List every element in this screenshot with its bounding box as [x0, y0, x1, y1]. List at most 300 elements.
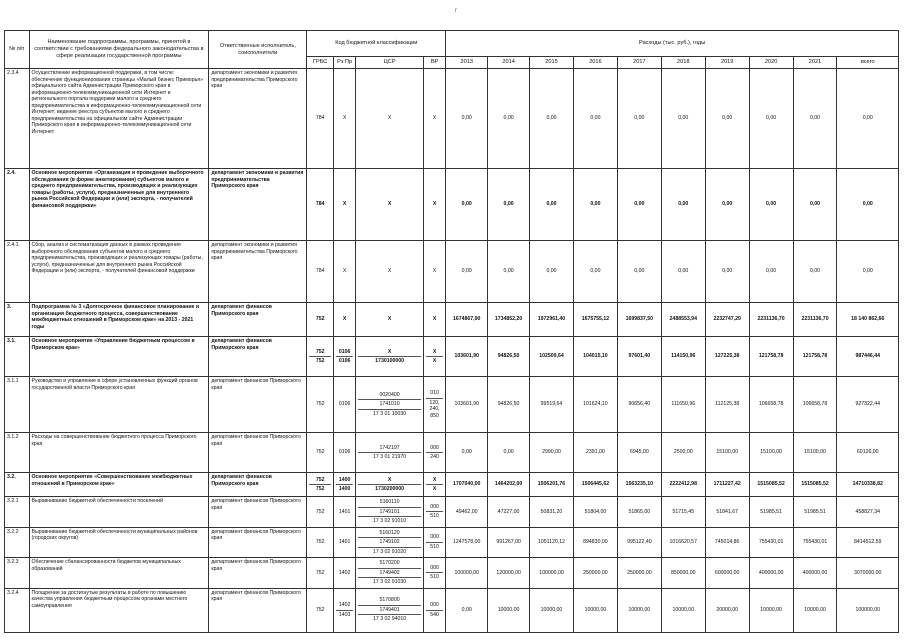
- year-value-cell: 400000,00: [793, 558, 837, 589]
- code-part: 752: [315, 606, 325, 613]
- code-part: 17 3 02 94010: [373, 616, 407, 623]
- year-value-cell: 1972961,40: [530, 303, 574, 337]
- year-value-cell: 51841,67: [705, 497, 749, 528]
- rzpr-cell: [333, 241, 355, 303]
- total-cell: 14710338,82: [837, 473, 899, 497]
- grbs-cell: [307, 588, 334, 632]
- csr-cell: [356, 588, 423, 632]
- year-value-cell: 400000,00: [749, 558, 793, 589]
- year-value-cell: 51715,45: [661, 497, 705, 528]
- code-part: 0106: [338, 449, 351, 456]
- total-cell: 0,00: [837, 169, 899, 241]
- year-value-cell: 51804,00: [573, 497, 617, 528]
- year-value-cell: 1699837,50: [617, 303, 661, 337]
- row-executor: департамент финансов Приморского края: [209, 558, 307, 589]
- code-part: 1403: [338, 611, 351, 618]
- csr-cell: [356, 337, 423, 377]
- table-row: [5, 588, 899, 632]
- row-name: Осуществление информационной поддержки, в том числе: обеспечение функционирования страницы «Малый бизнес Приморья» официального сайта Администрации Приморского края в информационно-телекоммуникационной сети Интернет и регионального портала поддержки малого и среднего предпринимательства в информационно-телекоммуникационной сети Интернет; ведение реестра субъектов малого и среднего предпринимательства на официальном сайте Администрации Приморского края в информационно-телекоммуникационной сети Интернет: [29, 69, 209, 169]
- year-value-cell: 1563235,10: [617, 473, 661, 497]
- year-value-cell: 0,00: [617, 169, 661, 241]
- header-expenses: Расходы (тыс. руб.), годы: [446, 31, 899, 57]
- year-value-cell: 50831,20: [530, 497, 574, 528]
- code-part: 17 3 01 10030: [373, 410, 407, 417]
- total-cell: 987446,44: [837, 337, 899, 377]
- code-part: 120, 240, 850: [429, 399, 440, 419]
- code-part: 5160120: [358, 529, 420, 539]
- code-part: 17 3 02 91030: [373, 579, 407, 585]
- row-number: 3.2.3: [5, 558, 30, 589]
- year-value-cell: 755430,01: [793, 527, 837, 558]
- year-value-cell: 1707040,00: [446, 473, 488, 497]
- year-value-cell: 2500,00: [661, 433, 705, 473]
- row-name: Обеспечение сбалансированности бюджетов муниципальных образований: [29, 558, 209, 589]
- year-value-cell: 850000,00: [661, 558, 705, 589]
- row-name: Подпрограмма № 3 «Долгосрочное финансовое планирование и организация бюджетного процесса, совершенствование межбюджетных отношений в Приморском крае» на 2013 - 2021 годы: [29, 303, 209, 337]
- code-part: 1741010: [358, 400, 420, 410]
- year-value-cell: 2232747,20: [705, 303, 749, 337]
- year-value-cell: 1515085,52: [793, 473, 837, 497]
- year-value-cell: 2488553,94: [661, 303, 705, 337]
- row-executor: департамент финансов Приморского края: [209, 337, 307, 377]
- row-name: Сбор, анализ и систематизация данных в рамках проведения выборочного обследования субъектов малого и среднего предпринимательства, производящих и реализующих товары (работы, услуги), предназначенные для внутреннего рынка Российской Федерации и (или) экспорта, - получателей финансовой поддержки: [29, 241, 209, 303]
- code-part: 0106: [338, 401, 351, 408]
- total-cell: 3070000,00: [837, 558, 899, 589]
- year-value-cell: 106658,78: [793, 377, 837, 433]
- total-cell: 0,00: [837, 241, 899, 303]
- year-value-cell: 0,00: [793, 169, 837, 241]
- row-number: 3.2.2: [5, 527, 30, 558]
- table-row: [5, 337, 899, 377]
- code-part: Х: [387, 201, 392, 208]
- year-value-cell: 15100,00: [705, 433, 749, 473]
- code-part: 0106: [336, 348, 353, 358]
- year-value-cell: 1711227,42: [705, 473, 749, 497]
- year-value-cell: 0,00: [446, 433, 488, 473]
- code-part: 784: [315, 115, 325, 122]
- row-number: 2.3.4: [5, 69, 30, 169]
- year-value-cell: 10000,00: [573, 588, 617, 632]
- year-value-cell: 15100,00: [793, 433, 837, 473]
- year-value-cell: 112125,38: [705, 377, 749, 433]
- header-csr: ЦСР: [356, 57, 423, 69]
- grbs-cell: [307, 241, 334, 303]
- code-part: 1749401: [358, 606, 420, 616]
- row-executor: департамент финансов Приморского края: [209, 497, 307, 528]
- year-value-cell: 0,00: [793, 69, 837, 169]
- year-value-cell: 991267,00: [488, 527, 530, 558]
- code-part: Х: [342, 316, 347, 323]
- vr-cell: [423, 303, 445, 337]
- year-value-cell: 0,00: [749, 169, 793, 241]
- row-name: Основное мероприятие «Организация и проведение выборочного обследования (в форме анкетирования) субъектов малого и среднего предпринимательства, производящих и реализующих товары (работы, услуги), предназначенные для внутреннего рынка Российской Федерации и (или) экспорта, - получателей финансовой поддержки»: [29, 169, 209, 241]
- vr-cell: [423, 558, 445, 589]
- code-part: 0106: [338, 358, 351, 364]
- year-value-cell: 0,00: [705, 241, 749, 303]
- header-name: Наименование подпрограммы, программы, принятой в соответствии с требованиями федерального законодательства в сфере реализации государственной программы: [29, 31, 209, 69]
- year-value-cell: 1247578,00: [446, 527, 488, 558]
- year-value-cell: 0,00: [573, 69, 617, 169]
- year-value-cell: 1515085,52: [749, 473, 793, 497]
- code-part: Х: [358, 348, 420, 358]
- header-total: всего: [837, 57, 899, 69]
- vr-cell: [423, 433, 445, 473]
- year-value-cell: 15100,00: [749, 433, 793, 473]
- year-value-cell: 755430,01: [749, 527, 793, 558]
- code-part: 1401: [338, 508, 351, 515]
- csr-cell: [356, 303, 423, 337]
- row-executor: департамент финансов Приморского края: [209, 303, 307, 337]
- total-cell: 458827,34: [837, 497, 899, 528]
- year-value-cell: 1016620,57: [661, 527, 705, 558]
- code-part: Х: [387, 316, 392, 323]
- year-value-cell: 106658,78: [749, 377, 793, 433]
- year-value-cell: 0,00: [530, 241, 574, 303]
- row-number: 3.1.1: [5, 377, 30, 433]
- csr-cell: [356, 433, 423, 473]
- year-value-cell: 2231136,70: [749, 303, 793, 337]
- year-value-cell: 0,00: [488, 433, 530, 473]
- row-number: 2.4.: [5, 169, 30, 241]
- code-part: 1742197: [358, 444, 420, 454]
- year-value-cell: 0,00: [530, 169, 574, 241]
- total-cell: 0,00: [837, 69, 899, 169]
- header-year: 2018: [661, 57, 705, 69]
- vr-cell: [423, 69, 445, 169]
- year-value-cell: 0,00: [446, 588, 488, 632]
- year-value-cell: 0,00: [573, 241, 617, 303]
- year-value-cell: 51865,00: [617, 497, 661, 528]
- code-part: Х: [342, 268, 347, 275]
- code-part: 1401: [338, 539, 351, 545]
- header-vr: ВР: [423, 57, 445, 69]
- row-name: Расходы на совершенствование бюджетного процесса Приморского края: [29, 433, 209, 473]
- code-part: Х: [342, 115, 347, 122]
- grbs-cell: [307, 473, 334, 497]
- code-part: 752: [315, 569, 325, 576]
- rzpr-cell: [333, 169, 355, 241]
- year-value-cell: 6945,00: [617, 433, 661, 473]
- vr-cell: [423, 497, 445, 528]
- row-number: 3.: [5, 303, 30, 337]
- year-value-cell: 94826,50: [488, 377, 530, 433]
- header-year: 2019: [705, 57, 749, 69]
- code-part: 17 3 01 21970: [373, 454, 407, 460]
- code-part: Х: [426, 348, 443, 358]
- year-value-cell: 47227,00: [488, 497, 530, 528]
- year-value-cell: 49462,00: [446, 497, 488, 528]
- year-value-cell: 0,00: [617, 69, 661, 169]
- csr-cell: [356, 377, 423, 433]
- code-part: Х: [342, 201, 347, 208]
- year-value-cell: 0,00: [446, 241, 488, 303]
- header-year: 2021: [793, 57, 837, 69]
- header-exec: Ответственные исполнитель, соисполнители: [209, 31, 307, 69]
- row-name: Руководство и управление в сфере установленных функций органов государственной власти Приморского края: [29, 377, 209, 433]
- code-part: 1749402: [358, 569, 420, 579]
- budget-table: [4, 30, 899, 633]
- year-value-cell: 0,00: [749, 241, 793, 303]
- total-cell: 8414512,59: [837, 527, 899, 558]
- code-part: 0020400: [358, 391, 420, 401]
- year-value-cell: 0,00: [446, 169, 488, 241]
- table-row: [5, 303, 899, 337]
- year-value-cell: 104015,10: [573, 337, 617, 377]
- row-number: 3.2.: [5, 473, 30, 497]
- code-part: 752: [315, 316, 325, 323]
- year-value-cell: 20000,00: [705, 588, 749, 632]
- year-value-cell: 121758,78: [749, 337, 793, 377]
- year-value-cell: 127225,38: [705, 337, 749, 377]
- row-number: 3.1.2: [5, 433, 30, 473]
- code-part: 510: [430, 543, 439, 550]
- row-executor: департамент экономики и развития предпринимательства Приморского края: [209, 169, 307, 241]
- year-value-cell: 102509,64: [530, 337, 574, 377]
- year-value-cell: 0,00: [446, 69, 488, 169]
- code-part: Х: [432, 115, 437, 122]
- year-value-cell: 745014,86: [705, 527, 749, 558]
- year-value-cell: 1464202,00: [488, 473, 530, 497]
- table-row: [5, 527, 899, 558]
- table-body: [5, 69, 899, 633]
- csr-cell: [356, 497, 423, 528]
- grbs-cell: [307, 169, 334, 241]
- code-part: 17 3 02 91020: [373, 548, 407, 555]
- code-part: 000: [426, 601, 443, 611]
- code-part: Х: [358, 476, 420, 486]
- code-part: 1402: [336, 601, 353, 611]
- year-value-cell: 1734852,20: [488, 303, 530, 337]
- rzpr-cell: [333, 69, 355, 169]
- row-number: 3.2.4: [5, 588, 30, 632]
- row-executor: департамент финансов Приморского края: [209, 377, 307, 433]
- vr-cell: [423, 527, 445, 558]
- code-part: 1730100000: [375, 358, 405, 364]
- year-value-cell: 0,00: [661, 69, 705, 169]
- code-part: 5170800: [358, 596, 420, 606]
- row-name: Выравнивание бюджетной обеспеченности поселений: [29, 497, 209, 528]
- vr-cell: [423, 337, 445, 377]
- grbs-cell: [307, 497, 334, 528]
- total-cell: 927322,44: [837, 377, 899, 433]
- year-value-cell: 51985,51: [793, 497, 837, 528]
- row-executor: департамент экономики и развития предпринимательства Приморского края: [209, 241, 307, 303]
- code-part: 5160110: [358, 498, 420, 508]
- code-part: 752: [309, 476, 331, 486]
- rzpr-cell: [333, 558, 355, 589]
- year-value-cell: 94826,50: [488, 337, 530, 377]
- table-row: [5, 377, 899, 433]
- code-part: 1749101: [358, 508, 420, 518]
- year-value-cell: 103601,90: [446, 337, 488, 377]
- header-num: № п/п: [5, 31, 30, 69]
- row-number: 2.4.1.: [5, 241, 30, 303]
- table-row: [5, 497, 899, 528]
- year-value-cell: 0,00: [488, 69, 530, 169]
- code-part: 752: [315, 449, 325, 456]
- year-value-cell: 995122,40: [617, 527, 661, 558]
- rzpr-cell: [333, 527, 355, 558]
- total-cell: 100000,00: [837, 588, 899, 632]
- year-value-cell: 1051120,12: [530, 527, 574, 558]
- vr-cell: [423, 473, 445, 497]
- year-value-cell: 101624,10: [573, 377, 617, 433]
- year-value-cell: 10000,00: [530, 588, 574, 632]
- row-number: 3.2.1: [5, 497, 30, 528]
- grbs-cell: [307, 303, 334, 337]
- code-part: Х: [432, 358, 437, 364]
- rzpr-cell: [333, 473, 355, 497]
- table-row: [5, 433, 899, 473]
- total-cell: 60126,00: [837, 433, 899, 473]
- row-name: Выравнивание бюджетной обеспеченности муниципальных районов (городских округов): [29, 527, 209, 558]
- table-row: [5, 473, 899, 497]
- year-value-cell: 0,00: [488, 169, 530, 241]
- row-number: 3.1.: [5, 337, 30, 377]
- year-value-cell: 250000,00: [617, 558, 661, 589]
- year-value-cell: 51985,51: [749, 497, 793, 528]
- rzpr-cell: [333, 377, 355, 433]
- code-part: 752: [309, 348, 331, 358]
- csr-cell: [356, 241, 423, 303]
- rzpr-cell: [333, 337, 355, 377]
- year-value-cell: 100000,00: [530, 558, 574, 589]
- year-value-cell: 121758,78: [793, 337, 837, 377]
- year-value-cell: 894830,00: [573, 527, 617, 558]
- code-part: 000: [426, 533, 443, 543]
- vr-cell: [423, 241, 445, 303]
- year-value-cell: 0,00: [793, 241, 837, 303]
- vr-cell: [423, 377, 445, 433]
- row-executor: департамент финансов Приморского края: [209, 473, 307, 497]
- year-value-cell: 2222412,98: [661, 473, 705, 497]
- row-name: Поощрение за достигнутые результаты в работе по повышению качества управления бюджетным процессом органами местного самоуправления: [29, 588, 209, 632]
- vr-cell: [423, 169, 445, 241]
- table-row: [5, 69, 899, 169]
- code-part: 752: [315, 358, 325, 364]
- code-part: 240: [430, 454, 439, 460]
- year-value-cell: 1506445,62: [573, 473, 617, 497]
- year-value-cell: 0,00: [617, 241, 661, 303]
- code-part: Х: [426, 476, 443, 486]
- code-part: 1402: [338, 569, 351, 576]
- row-executor: департамент экономики и развития предпринимательства Приморского края: [209, 69, 307, 169]
- row-executor: департамент финансов Приморского края: [209, 588, 307, 632]
- code-part: 752: [315, 539, 325, 545]
- code-part: 010: [426, 389, 443, 399]
- year-value-cell: 100000,00: [446, 558, 488, 589]
- code-part: 752: [315, 486, 325, 492]
- code-part: 540: [430, 611, 439, 618]
- code-part: Х: [432, 268, 437, 275]
- code-part: Х: [432, 486, 437, 492]
- year-value-cell: 2391,00: [573, 433, 617, 473]
- code-part: 784: [315, 268, 325, 275]
- code-part: 510: [430, 574, 439, 581]
- year-value-cell: 0,00: [488, 241, 530, 303]
- grbs-cell: [307, 337, 334, 377]
- code-part: 5170200: [358, 559, 420, 569]
- csr-cell: [356, 527, 423, 558]
- year-value-cell: 10000,00: [793, 588, 837, 632]
- page-mark: г: [455, 8, 458, 14]
- code-part: 1400: [336, 476, 353, 486]
- rzpr-cell: [333, 497, 355, 528]
- rzpr-cell: [333, 303, 355, 337]
- code-part: 1400: [338, 486, 351, 492]
- code-part: 17 3 02 91010: [373, 518, 407, 524]
- vr-cell: [423, 588, 445, 632]
- header-year: 2017: [617, 57, 661, 69]
- header-year: 2013: [446, 57, 488, 69]
- code-part: 784: [315, 201, 325, 208]
- header-grbs: ГРБС: [307, 57, 334, 69]
- code-part: 752: [315, 508, 325, 515]
- table-row: [5, 169, 899, 241]
- year-value-cell: 10000,00: [488, 588, 530, 632]
- grbs-cell: [307, 69, 334, 169]
- year-value-cell: 0,00: [530, 69, 574, 169]
- year-value-cell: 1506201,76: [530, 473, 574, 497]
- year-value-cell: 10000,00: [749, 588, 793, 632]
- row-name: Основное мероприятие «Совершенствование межбюджетных отношений в Приморском крае»: [29, 473, 209, 497]
- year-value-cell: 90656,40: [617, 377, 661, 433]
- code-part: Х: [387, 115, 392, 122]
- csr-cell: [356, 558, 423, 589]
- year-value-cell: 0,00: [661, 241, 705, 303]
- year-value-cell: 0,00: [661, 169, 705, 241]
- year-value-cell: 2231136,70: [793, 303, 837, 337]
- year-value-cell: 103601,90: [446, 377, 488, 433]
- year-value-cell: 0,00: [749, 69, 793, 169]
- code-part: Х: [432, 316, 437, 323]
- row-name: Основное мероприятие «Управление бюджетным процессом в Приморском крае»: [29, 337, 209, 377]
- rzpr-cell: [333, 588, 355, 632]
- year-value-cell: 1675755,12: [573, 303, 617, 337]
- year-value-cell: 0,00: [573, 169, 617, 241]
- code-part: 000: [426, 503, 443, 513]
- row-executor: департамент финансов Приморского края: [209, 527, 307, 558]
- row-executor: департамент финансов Приморского края: [209, 433, 307, 473]
- header-kbk: Код бюджетной классификации: [307, 31, 446, 57]
- grbs-cell: [307, 527, 334, 558]
- rzpr-cell: [333, 433, 355, 473]
- year-value-cell: 99519,64: [530, 377, 574, 433]
- year-value-cell: 97601,40: [617, 337, 661, 377]
- total-cell: 18 140 862,66: [837, 303, 899, 337]
- grbs-cell: [307, 377, 334, 433]
- code-part: 752: [315, 401, 325, 408]
- year-value-cell: 600000,00: [705, 558, 749, 589]
- year-value-cell: 2990,00: [530, 433, 574, 473]
- year-value-cell: 250000,00: [573, 558, 617, 589]
- year-value-cell: 10000,00: [661, 588, 705, 632]
- csr-cell: [356, 473, 423, 497]
- year-value-cell: 0,00: [705, 69, 749, 169]
- table-row: [5, 241, 899, 303]
- code-part: 000: [426, 564, 443, 574]
- code-part: 510: [430, 513, 439, 520]
- code-part: 1730200000: [375, 486, 405, 492]
- header-year: 2016: [573, 57, 617, 69]
- header-year: 2014: [488, 57, 530, 69]
- grbs-cell: [307, 558, 334, 589]
- year-value-cell: 114150,96: [661, 337, 705, 377]
- csr-cell: [356, 169, 423, 241]
- code-part: 000: [426, 444, 443, 454]
- header-year: 2015: [530, 57, 574, 69]
- header-rzpr: Рз Пр: [333, 57, 355, 69]
